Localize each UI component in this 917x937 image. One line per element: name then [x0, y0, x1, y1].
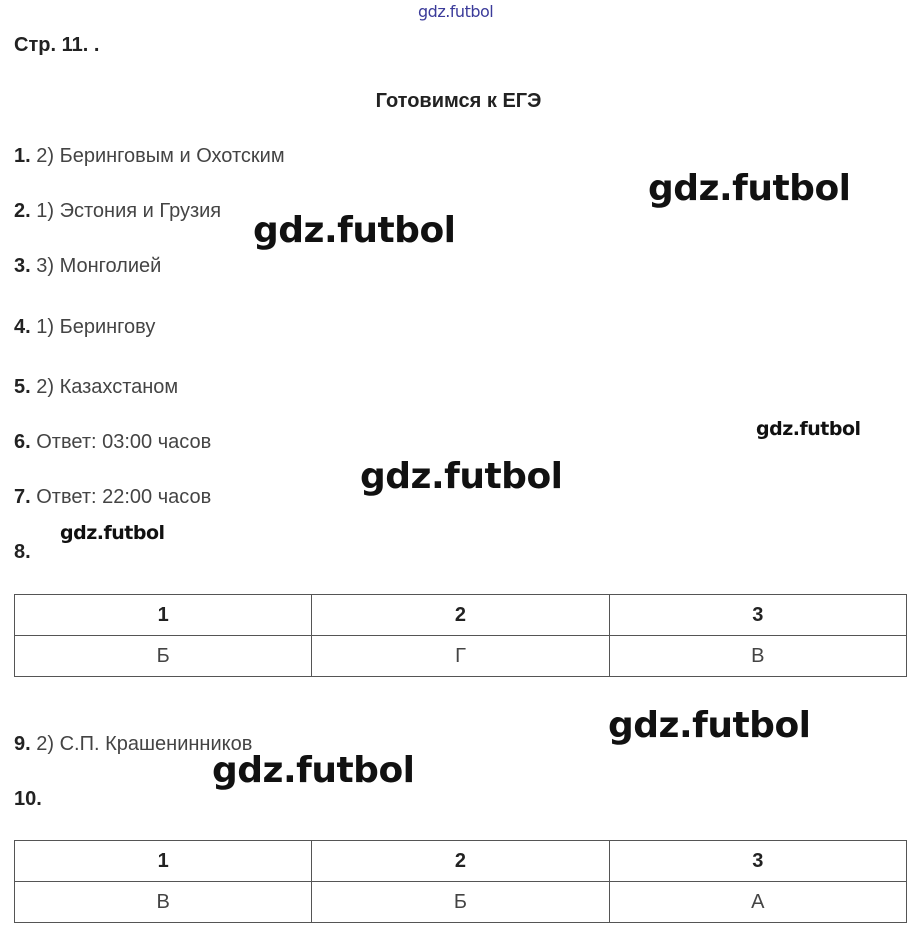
- table-header-row: [15, 595, 907, 636]
- answer-item-5: [14, 376, 178, 399]
- table-row: [15, 636, 907, 677]
- answer-number: 7.: [14, 486, 31, 508]
- watermark: gdz.futbol: [608, 705, 811, 746]
- watermark: gdz.futbol: [648, 168, 851, 209]
- answer-text: Ответ: 22:00 часов: [36, 486, 212, 508]
- answer-number: 5.: [14, 376, 31, 398]
- answer-number: 8.: [14, 541, 31, 563]
- page-title: Стр. 11. .: [14, 34, 100, 56]
- answer-item-3: [14, 255, 161, 278]
- answer-item-8: [14, 541, 31, 564]
- table-cell: А: [609, 882, 906, 923]
- answer-text: Ответ: 03:00 часов: [36, 431, 212, 453]
- answer-number: 2.: [14, 200, 31, 222]
- table-header-cell: 3: [609, 595, 906, 636]
- answer-item-2: [14, 200, 221, 223]
- table-cell: Б: [15, 636, 312, 677]
- watermark: gdz.futbol: [212, 750, 415, 791]
- watermark-top: gdz.futbol: [418, 2, 494, 21]
- answer-table-8: [14, 594, 907, 677]
- table-header-cell: 2: [312, 841, 609, 882]
- table-header-cell: 1: [15, 595, 312, 636]
- watermark: gdz.futbol: [253, 210, 456, 251]
- table-cell: В: [15, 882, 312, 923]
- table-cell: Б: [312, 882, 609, 923]
- answer-number: 10.: [14, 788, 42, 810]
- watermark: gdz.futbol: [60, 522, 165, 544]
- answer-number: 4.: [14, 316, 31, 338]
- section-title: Готовимся к ЕГЭ: [375, 90, 542, 112]
- answer-text: 2) Казахстаном: [36, 376, 179, 398]
- answer-item-6: [14, 431, 211, 454]
- answer-item-1: [14, 145, 285, 168]
- answer-item-7: [14, 486, 211, 509]
- table-header-cell: 2: [312, 595, 609, 636]
- answer-text: 2) Беринговым и Охотским: [36, 145, 285, 167]
- answer-item-10: [14, 788, 42, 811]
- table-header-row: [15, 841, 907, 882]
- answer-number: 6.: [14, 431, 31, 453]
- answer-text: 3) Монголией: [36, 255, 162, 277]
- answer-number: 3.: [14, 255, 31, 277]
- answer-text: 2) С.П. Крашенинников: [36, 733, 253, 755]
- watermark: gdz.futbol: [756, 418, 861, 440]
- answer-item-4: [14, 316, 155, 339]
- table-row: [15, 882, 907, 923]
- table-header-cell: 1: [15, 841, 312, 882]
- watermark: gdz.futbol: [360, 456, 563, 497]
- answer-text: 1) Берингову: [36, 316, 156, 338]
- answer-number: 1.: [14, 145, 31, 167]
- answer-text: 1) Эстония и Грузия: [36, 200, 222, 222]
- table-cell: Г: [312, 636, 609, 677]
- answer-table-10: [14, 840, 907, 923]
- table-header-cell: 3: [609, 841, 906, 882]
- answer-number: 9.: [14, 733, 31, 755]
- table-cell: В: [609, 636, 906, 677]
